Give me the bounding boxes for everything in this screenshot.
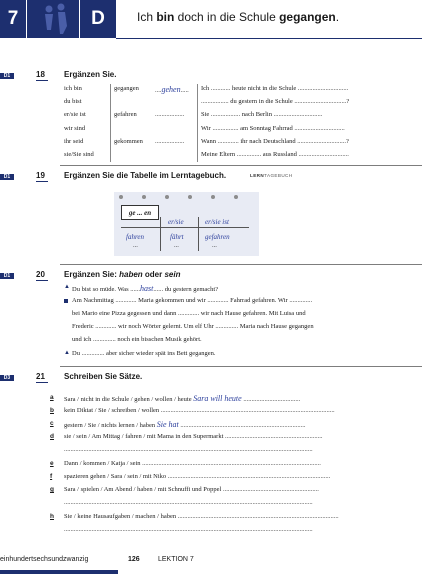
handwritten-answer: hast: [139, 284, 154, 293]
tag-label: D1: [3, 73, 11, 79]
answer-line[interactable]: .........................................................................................................................................................: [64, 526, 313, 533]
dialogue-line[interactable]: Frederic ............. wir noch Wörter gelernt. Um elf Uhr .............. Maria nach Hause gegangen: [72, 323, 314, 330]
tag-label: D1: [3, 174, 11, 180]
binder-dot: [119, 195, 123, 199]
title-part: doch in die Schule: [174, 10, 280, 24]
sentence-prompt[interactable]: sie / sein / Am Mittag / fahren / mit Mama in den Supermarkt ............................................................: [64, 433, 323, 440]
header-figure-block: [27, 0, 79, 38]
exercise-number-underline: [36, 280, 48, 281]
sentence-prompt[interactable]: Sie / keine Hausaufgaben / machen / haben ...................................................................................................: [64, 513, 339, 520]
binder-dot: [234, 195, 238, 199]
lerntagebuch-label-b: TAGEBUCH: [264, 173, 293, 178]
table-cell: gefahren: [205, 233, 230, 241]
sentence-line[interactable]: Meine Eltern ............... aus Russland ...............................: [201, 151, 349, 158]
sentence-prompt[interactable]: Dann / kommen / Katja / sein ..............................................................................................................: [64, 460, 321, 467]
pronoun-cell: er/sie ist: [64, 111, 86, 118]
table-col-header: er/sie: [168, 218, 184, 226]
sentence-prompt[interactable]: spazieren gehen / Sara / sein / mit Niko ....................................................................................................: [64, 473, 331, 480]
section-divider: [60, 366, 422, 367]
lerntagebuch-label: [250, 173, 293, 178]
table-col-rule: [160, 217, 161, 251]
binder-dot: [211, 195, 215, 199]
chapter-number: 7: [7, 8, 19, 29]
prompt-text: Sara / nicht in die Schule / gehen / wollen / heute: [64, 396, 192, 403]
sentence-prompt[interactable]: Sara / spielen / Am Abend / haben / mit Schnuffi und Poppel ...........................................................: [64, 486, 319, 493]
exercise-title: Ergänzen Sie.: [64, 70, 117, 79]
exercise-tag: [0, 375, 14, 381]
item-letter: d: [50, 433, 54, 440]
item-letter: g: [50, 486, 54, 493]
item-letter: c: [50, 420, 54, 427]
exercise-number-underline: [36, 181, 48, 182]
binder-dot: [165, 195, 169, 199]
exercise-number: 19: [36, 171, 45, 180]
section-letter-badge: [80, 0, 116, 38]
section-letter: D: [91, 8, 105, 29]
sentence-line[interactable]: Sie .................. nach Berlin ..............................: [201, 111, 323, 118]
title-italic-part: haben: [119, 270, 143, 279]
tag-label: D3: [3, 375, 11, 381]
section-divider: [60, 165, 422, 166]
prompt-text: Dann / kommen / Katja / sein: [64, 460, 141, 467]
handwritten-answer: Sie hat: [156, 420, 179, 429]
line-text: ...... du gestern gemacht?: [153, 286, 219, 293]
sentence-line[interactable]: Wir ................ am Sonntag Fahrrad ...............................: [201, 125, 345, 132]
table-head-cell: ge ... en: [121, 205, 159, 220]
exercise-tag: [0, 73, 14, 79]
prompt-text: sie / sein / Am Mittag / fahren / mit Mama in den Supermarkt: [64, 433, 224, 440]
participle-cell: gekommen: [114, 138, 143, 145]
sentence-prompt[interactable]: gestern / Sie / nichts lernen / haben Sie hat .............................................................................: [64, 420, 306, 429]
footer-bar: [0, 570, 118, 574]
title-part: Ich: [137, 10, 157, 24]
exercise-tag: [0, 174, 14, 180]
title-bold-part: bin: [156, 10, 175, 24]
prompt-text: spazieren gehen / Sara / sein / mit Niko: [64, 473, 167, 480]
triangle-bullet-icon: ▲: [64, 284, 70, 290]
answer-line[interactable]: .........................................................................................................................................................: [64, 446, 313, 453]
title-part: .: [335, 10, 340, 24]
pronoun-cell: ihr seid: [64, 138, 84, 145]
table-ellipsis: ...: [212, 242, 217, 249]
header-rule: [116, 38, 422, 39]
fill-blank[interactable]: ..................: [155, 138, 185, 145]
exercise-number: 20: [36, 270, 45, 279]
title-bold-part: gegangen: [279, 10, 336, 24]
table-divider: [110, 84, 111, 162]
fill-blank[interactable]: ..................: [155, 111, 185, 118]
item-letter: a: [50, 394, 54, 401]
line-text: Du bist so müde. Was ......: [72, 286, 140, 293]
footer-lesson: LEKTION 7: [158, 556, 194, 563]
item-letter: h: [50, 513, 54, 520]
exercise-title: Ergänzen Sie die Tabelle im Lerntagebuch.: [64, 171, 227, 180]
pronoun-cell: du bist: [64, 98, 82, 105]
triangle-bullet-icon: ▲: [64, 350, 70, 356]
prompt-text: Sie / keine Hausaufgaben / machen / haben: [64, 513, 177, 520]
exercise-number: 21: [36, 372, 45, 381]
dialogue-line[interactable]: Am Nachmittag ............. Maria gekommen und wir ............. Fahrrad gefahren. Wir ..............: [72, 297, 313, 304]
handwritten-answer: gehen: [161, 85, 181, 94]
table-row-rule: [121, 227, 249, 228]
chapter-number-badge: [0, 0, 26, 38]
item-letter: b: [50, 407, 54, 414]
table-row-label: fahren: [126, 233, 145, 241]
sentence-prompt[interactable]: Sara / nicht in die Schule / gehen / wollen / heute Sara will heute ...................................: [64, 394, 301, 403]
exercise-title: [64, 270, 180, 279]
title-part: Ergänzen Sie:: [64, 270, 120, 279]
title-italic-part: sein: [164, 270, 181, 279]
lerntagebuch-label-a: LERN: [250, 173, 265, 178]
page-title: [137, 10, 339, 24]
footer-page-number: 126: [128, 556, 140, 563]
sentence-line[interactable]: ................. du gestern in die Schule ................................?: [201, 98, 350, 105]
pronoun-cell: ich bin: [64, 85, 82, 92]
dialogue-line[interactable]: und ich .............. noch ein bisschen Musik gehört.: [72, 336, 202, 343]
exercise-number-underline: [36, 80, 48, 81]
prompt-text: gestern / Sie / nichts lernen / haben: [64, 422, 156, 429]
table-ellipsis: ...: [133, 242, 138, 249]
item-letter: f: [50, 473, 53, 480]
exercise-number-underline: [36, 382, 48, 383]
prompt-text: kein Diktat / Sie / schreiben / wollen: [64, 407, 160, 414]
exercise-tag: [0, 273, 14, 279]
answer-line[interactable]: .........................................................................................................................................................: [64, 499, 313, 506]
participle-cell: gefahren: [114, 111, 137, 118]
table-col-rule: [198, 217, 199, 251]
prompt-text: Sara / spielen / Am Abend / haben / mit Schnuffi und Poppel: [64, 486, 222, 493]
tag-label: D1: [3, 273, 11, 279]
square-bullet-icon: [64, 299, 68, 303]
table-cell: fährt: [170, 233, 184, 241]
pronoun-cell: wir sind: [64, 125, 86, 132]
item-letter: e: [50, 460, 54, 467]
exercise-number: 18: [36, 70, 45, 79]
handwritten-answer: Sara will heute: [193, 394, 242, 403]
title-part: oder: [142, 270, 165, 279]
participle-cell: gegangen: [114, 85, 139, 92]
exercise-title: Schreiben Sie Sätze.: [64, 372, 143, 381]
table-ellipsis: ...: [174, 242, 179, 249]
pronoun-cell: sie/Sie sind: [64, 151, 94, 158]
footer-page-word: einhundertsechsundzwanzig: [0, 556, 89, 563]
dialogue-line[interactable]: [72, 285, 218, 294]
dialogue-line[interactable]: Du .............. aber sicher wieder spät ins Bett gegangen.: [72, 350, 216, 357]
section-divider: [60, 264, 422, 265]
binder-dot: [142, 195, 146, 199]
dialogue-line[interactable]: bei Mario eine Pizza gegessen und dann ............. wir nach Hause gefahren. Mit Luisa und: [72, 310, 306, 317]
sentence-prompt[interactable]: kein Diktat / Sie / schreiben / wollen ...........................................................................................................: [64, 407, 335, 414]
sentence-line[interactable]: Wann ............. ihr nach Deutschland ..............................?: [201, 138, 349, 145]
people-silhouette-icon: [27, 0, 79, 38]
table-col-header: er/sie ist: [205, 218, 229, 226]
binder-dot: [188, 195, 192, 199]
table-divider: [197, 84, 198, 162]
sentence-line[interactable]: Ich ............ heute nicht in die Schule ...............................: [201, 85, 349, 92]
fill-blank[interactable]: ....gehen.....: [155, 85, 189, 94]
